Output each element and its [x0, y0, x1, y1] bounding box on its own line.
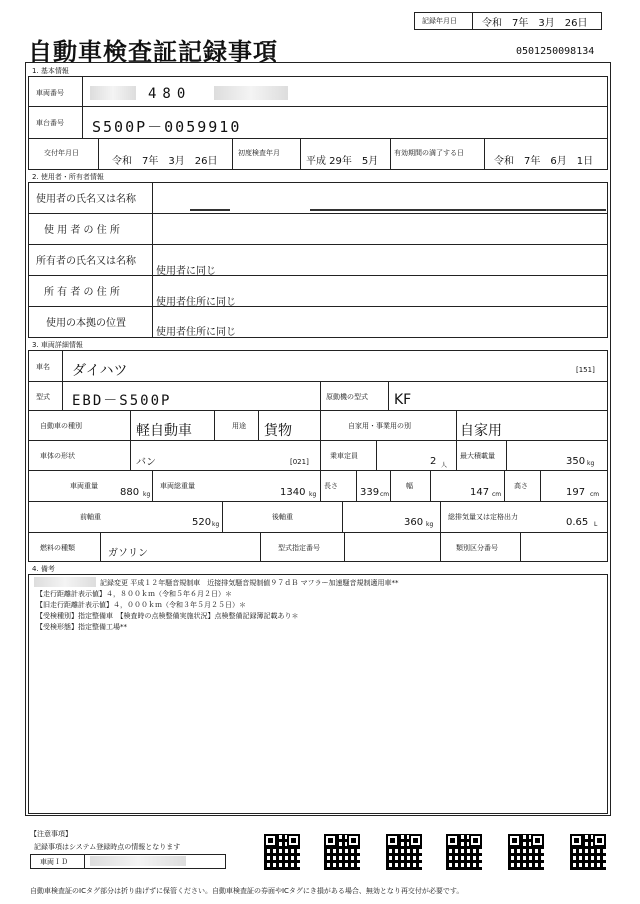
section1-heading: 1. 基本情報 [32, 67, 69, 75]
page-title: 自動車検査証記録事項 [28, 37, 278, 66]
use-value: 貨物 [264, 423, 292, 439]
weight-unit: kg [143, 491, 151, 498]
owner-name-value: 使用者に同じ [156, 266, 216, 277]
capacity-label: 乗車定員 [330, 452, 358, 460]
gross-label: 車両総重量 [160, 482, 195, 490]
front-axle-value: 520 [192, 517, 212, 528]
height-value: 197 [566, 487, 586, 498]
vehicle-id-label: 車両ＩＤ [40, 858, 68, 866]
type-designation-label: 型式指定番号 [278, 544, 320, 552]
plate-redacted-2 [214, 86, 288, 100]
first-reg-value: 平成 29年 5月 [306, 156, 379, 167]
notes-box [28, 574, 608, 814]
rear-axle-value: 360 [404, 517, 424, 528]
section3-heading: 3. 車両詳細情報 [32, 341, 83, 349]
width-unit: cm [492, 491, 502, 498]
note-line: 【走行距離計表示値】４，８００ｋｍ（令和５年６月２日）＊ [36, 590, 232, 598]
height-label: 高さ [514, 482, 528, 490]
width-label: 幅 [406, 482, 413, 490]
shape-code: [021] [290, 458, 309, 466]
kind-value: 軽自動車 [136, 423, 192, 439]
shape-label: 車体の形状 [40, 452, 75, 460]
section4-heading: 4. 備考 [32, 565, 55, 573]
model-value: EBD－S500P [72, 393, 172, 409]
category-label: 類別区分番号 [456, 544, 498, 552]
base-label: 使用の本拠の位置 [46, 318, 126, 329]
shape-value: バン [136, 457, 156, 468]
make-value: ダイハツ [72, 363, 128, 379]
qr-code-1-icon [264, 834, 300, 870]
first-reg-label: 初度検査年月 [238, 149, 280, 157]
section2-heading: 2. 使用者・所有者情報 [32, 173, 104, 181]
note-line: 【受検形態】指定整備工場** [36, 623, 127, 631]
issue-label: 交付年月日 [44, 149, 79, 157]
rear-axle-unit: kg [426, 521, 434, 528]
bottom-note: 自動車検査証のICタグ部分は折り曲げずに保管ください。自動車検査証の券面やICタグにき損がある場合、無効となり再交付が必要です。 [30, 887, 464, 895]
capacity-unit: 人 [441, 462, 448, 469]
rear-axle-label: 後軸重 [272, 513, 293, 521]
qr-code-4-icon [446, 834, 482, 870]
plate-value: 480 [148, 86, 192, 102]
use-label: 用途 [232, 422, 246, 430]
expiry-label: 有効期間の満了する日 [394, 149, 464, 157]
base-value: 使用者住所に同じ [156, 327, 236, 338]
user-addr-label: 使 用 者 の 住 所 [44, 225, 120, 236]
front-axle-label: 前軸重 [80, 513, 101, 521]
qr-code-3-icon [386, 834, 422, 870]
weight-label: 車両重量 [70, 482, 98, 490]
gross-value: 1340 [280, 487, 306, 498]
length-value: 339 [360, 487, 380, 498]
caution-text: 記録事項はシステム登録時点の情報となります [34, 843, 181, 851]
plate-redacted [90, 86, 136, 100]
chassis-label: 車台番号 [36, 119, 64, 127]
user-name-redacted [190, 209, 230, 211]
owner-addr-label: 所 有 者 の 住 所 [44, 287, 120, 298]
vehicle-id-redacted [90, 856, 186, 866]
displacement-unit: L [594, 521, 598, 528]
capacity-value: 2 [430, 456, 437, 467]
purpose-value: 自家用 [460, 423, 502, 439]
expiry-value: 令和 7年 6月 1日 [494, 156, 594, 167]
engine-label: 原動機の型式 [326, 393, 368, 401]
max-load-label: 最大積載量 [460, 452, 495, 460]
doc-number: 0501250098134 [516, 46, 595, 57]
weight-value: 880 [120, 487, 140, 498]
make-code: [151] [576, 366, 595, 374]
width-value: 147 [470, 487, 490, 498]
caution-heading: 【注意事項】 [30, 830, 72, 838]
qr-code-5-icon [508, 834, 544, 870]
gross-unit: kg [309, 491, 317, 498]
front-axle-unit: kg [212, 521, 220, 528]
fuel-value: ガソリン [108, 548, 148, 559]
fuel-label: 燃料の種類 [40, 544, 75, 552]
record-date: 令和 7年 3月 26日 [482, 18, 588, 29]
notes-redacted [34, 577, 96, 587]
user-name-label: 使用者の氏名又は名称 [36, 194, 136, 205]
note-line: 【受検種別】指定整備車 【検査時の点検整備実施状況】点検整備記録簿記載あり＊ [36, 612, 299, 620]
chassis-value: S500P－0059910 [92, 118, 242, 136]
user-name-redacted-2 [310, 209, 606, 211]
record-date-label: 記録年月日 [422, 17, 457, 25]
model-label: 型式 [36, 393, 50, 401]
length-label: 長さ [324, 482, 338, 490]
kind-label: 自動車の種別 [40, 422, 82, 430]
height-unit: cm [590, 491, 600, 498]
plate-label: 車両番号 [36, 89, 64, 97]
issue-value: 令和 7年 3月 26日 [112, 156, 218, 167]
displacement-label: 総排気量又は定格出力 [448, 513, 518, 521]
engine-value: KF [394, 392, 412, 408]
length-unit: cm [380, 491, 390, 498]
max-load-unit: kg [587, 460, 595, 467]
max-load-value: 350 [566, 456, 586, 467]
qr-code-2-icon [324, 834, 360, 870]
purpose-label: 自家用・事業用の別 [348, 422, 411, 430]
owner-addr-value: 使用者住所に同じ [156, 297, 236, 308]
note-line: 記録変更 平成１２年騒音規制車 近接排気騒音規制値９７ｄＢ マフラー加速騒音規制適用車** [100, 579, 399, 587]
note-line: 【旧走行距離計表示値】４，０００ｋｍ（令和３年５月２５日）＊ [36, 601, 246, 609]
owner-name-label: 所有者の氏名又は名称 [36, 256, 136, 267]
qr-code-6-icon [570, 834, 606, 870]
displacement-value: 0.65 [566, 517, 589, 528]
make-label: 車名 [36, 363, 50, 371]
